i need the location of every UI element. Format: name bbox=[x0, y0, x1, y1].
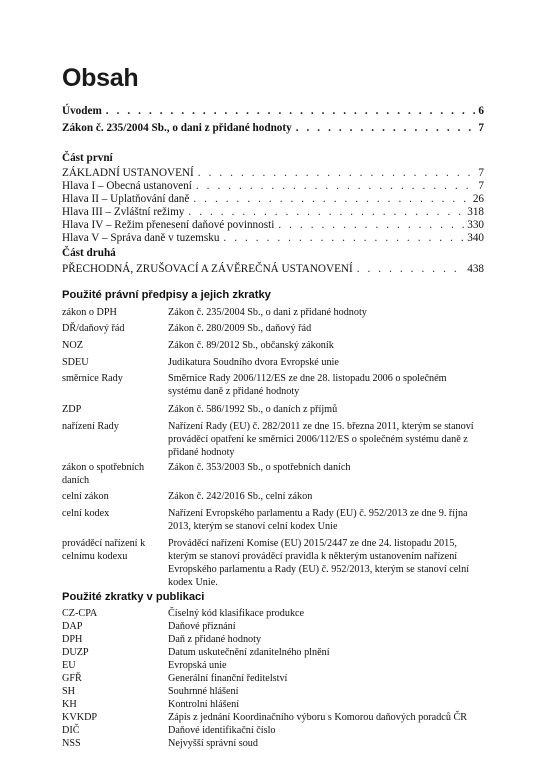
toc-entry-uvodem[interactable] bbox=[62, 104, 484, 118]
toc-entry-page: 438 bbox=[467, 263, 484, 275]
abbreviation-value: Zákon č. 353/2003 Sb., o spotřebních daních bbox=[168, 462, 351, 473]
abbreviation-value: Judikatura Soudního dvora Evropské unie bbox=[168, 357, 339, 368]
toc-entry[interactable] bbox=[62, 179, 484, 193]
toc-entry-page: 26 bbox=[472, 193, 484, 205]
toc-entry-label: PŘECHODNÁ, ZRUŠOVACÍ A ZÁVĚREČNÁ USTANOVENÍ bbox=[62, 263, 353, 275]
abbreviation-key: SDEU bbox=[62, 357, 89, 368]
abbreviation-value: Zákon č. 235/2004 Sb., o dani z přidané hodnoty bbox=[168, 307, 367, 318]
abbreviation-value: Číselný kód klasifikace produkce bbox=[168, 608, 305, 619]
abbreviation-row bbox=[62, 620, 482, 633]
section-heading: Použité zkratky v publikaci bbox=[62, 591, 205, 603]
abbreviation-key: zákon o DPH bbox=[62, 307, 117, 318]
abbreviation-row bbox=[62, 672, 482, 685]
toc-entry-label: ZÁKLADNÍ USTANOVENÍ bbox=[62, 167, 194, 179]
toc-entry-zakon[interactable] bbox=[62, 121, 484, 135]
toc-entry-page: 6 bbox=[478, 105, 484, 117]
toc-entry-label: Hlava V – Správa daně v tuzemsku bbox=[62, 232, 220, 244]
abbreviation-value: Souhrnné hlášení bbox=[168, 686, 239, 697]
toc-entry-page: 318 bbox=[467, 206, 484, 218]
section-heading: Použité právní předpisy a jejich zkratky bbox=[62, 289, 271, 301]
abbreviation-key: DUZP bbox=[62, 647, 89, 658]
toc-entry-label: Hlava III – Zvláštní režimy bbox=[62, 206, 185, 218]
abbreviation-row bbox=[62, 698, 482, 711]
abbreviation-key: celní kodex bbox=[62, 508, 110, 519]
abbreviation-value: Daňové přiznání bbox=[168, 621, 236, 632]
abbreviation-value: Prováděcí nařízení Komise (EU) 2015/2447 ze dne 24. listopadu 2015, kterým se stanoví prováděcí pravidla k některým ustanovením nařízení Evropského parlamentu a Rady (EU) č. 952/2013, kterým se stanoví celní kodex Unie. bbox=[168, 538, 470, 588]
abbreviation-key: nařízení Rady bbox=[62, 421, 119, 432]
abbreviation-row bbox=[62, 724, 482, 737]
abbreviation-key: NSS bbox=[62, 738, 81, 749]
toc-entry-page: 340 bbox=[467, 232, 484, 244]
abbreviation-value: Kontrolní hlášení bbox=[168, 699, 240, 710]
abbreviation-key: KVKDP bbox=[62, 712, 98, 723]
abbreviation-key: DPH bbox=[62, 634, 83, 645]
abbreviation-value: Evropská unie bbox=[168, 660, 227, 671]
abbreviation-key: ZDP bbox=[62, 404, 82, 415]
abbreviation-value: Zákon č. 89/2012 Sb., občanský zákoník bbox=[168, 340, 334, 351]
toc-entry-label: Úvodem bbox=[62, 105, 102, 117]
toc-entry-page: 330 bbox=[467, 219, 484, 231]
abbreviation-value: Zákon č. 280/2009 Sb., daňový řád bbox=[168, 323, 312, 334]
abbreviation-key: GFŘ bbox=[62, 673, 82, 684]
toc-entry[interactable] bbox=[62, 262, 484, 276]
abbreviation-value: Zákon č. 242/2016 Sb., celní zákon bbox=[168, 491, 313, 502]
toc-entry[interactable] bbox=[62, 231, 484, 245]
abbreviation-value: Daň z přidané hodnoty bbox=[168, 634, 262, 645]
abbreviation-value: Směrnice Rady 2006/112/ES ze dne 28. listopadu 2006 o společném systému daně z přidané hodnoty bbox=[168, 373, 447, 397]
toc-entry-page: 7 bbox=[478, 122, 484, 134]
abbreviation-key: KH bbox=[62, 699, 77, 710]
abbreviation-key: DŘ/daňový řád bbox=[62, 323, 125, 334]
abbreviation-key: směrnice Rady bbox=[62, 373, 123, 384]
abbreviation-value: Daňové identifikační číslo bbox=[168, 725, 276, 736]
abbreviation-key: EU bbox=[62, 660, 76, 671]
toc-entry-label: Hlava II – Uplatňování daně bbox=[62, 193, 190, 205]
abbreviation-value: Generální finanční ředitelství bbox=[168, 673, 288, 684]
abbreviation-key: celní zákon bbox=[62, 491, 109, 502]
part-heading: Část druhá bbox=[62, 247, 116, 259]
abbreviation-row bbox=[62, 659, 482, 672]
toc-entry-label: Zákon č. 235/2004 Sb., o dani z přidané hodnoty bbox=[62, 122, 292, 134]
toc-entry-label: Hlava IV – Režim přenesení daňové povinnosti bbox=[62, 219, 275, 231]
abbreviation-row bbox=[62, 607, 482, 620]
page-title: Obsah bbox=[62, 64, 139, 92]
abbreviation-key: DAP bbox=[62, 621, 83, 632]
abbreviation-key: NOZ bbox=[62, 340, 83, 351]
abbreviation-row bbox=[62, 633, 482, 646]
abbreviation-row bbox=[62, 737, 482, 750]
abbreviation-key: prováděcí nařízení k celnímu kodexu bbox=[62, 538, 146, 562]
abbreviation-value: Nařízení Evropského parlamentu a Rady (EU) č. 952/2013 ze dne 9. října 2013, kterým se stanoví celní kodex Unie bbox=[168, 508, 468, 532]
abbreviation-key: CZ-CPA bbox=[62, 608, 98, 619]
abbreviation-value: Nařízení Rady (EU) č. 282/2011 ze dne 15. března 2011, kterým se stanoví prováděcí opatření ke směrnici 2006/112/ES o společném systému daně z přidané hodnoty bbox=[168, 421, 474, 458]
toc-entry[interactable] bbox=[62, 166, 484, 180]
abbreviation-value: Zápis z jednání Koordinačního výboru s Komorou daňových poradců ČR bbox=[168, 712, 468, 723]
toc-entry-page: 7 bbox=[478, 167, 484, 179]
part-heading: Část první bbox=[62, 152, 113, 164]
abbreviation-row bbox=[62, 711, 482, 724]
abbreviation-key: DIČ bbox=[62, 725, 80, 736]
abbreviation-row bbox=[62, 685, 482, 698]
abbreviation-value: Nejvyšší správní soud bbox=[168, 738, 258, 749]
abbreviation-key: zákon o spotřebních daních bbox=[62, 462, 145, 486]
abbreviation-row bbox=[62, 646, 482, 659]
toc-entry[interactable] bbox=[62, 192, 484, 206]
abbreviation-value: Zákon č. 586/1992 Sb., o daních z příjmů bbox=[168, 404, 338, 415]
abbreviation-value: Datum uskutečnění zdanitelného plnění bbox=[168, 647, 330, 658]
toc-entry[interactable] bbox=[62, 218, 484, 232]
toc-entry-label: Hlava I – Obecná ustanovení bbox=[62, 180, 192, 192]
toc-entry-page: 7 bbox=[478, 180, 484, 192]
toc-entry[interactable] bbox=[62, 205, 484, 219]
abbreviation-key: SH bbox=[62, 686, 76, 697]
